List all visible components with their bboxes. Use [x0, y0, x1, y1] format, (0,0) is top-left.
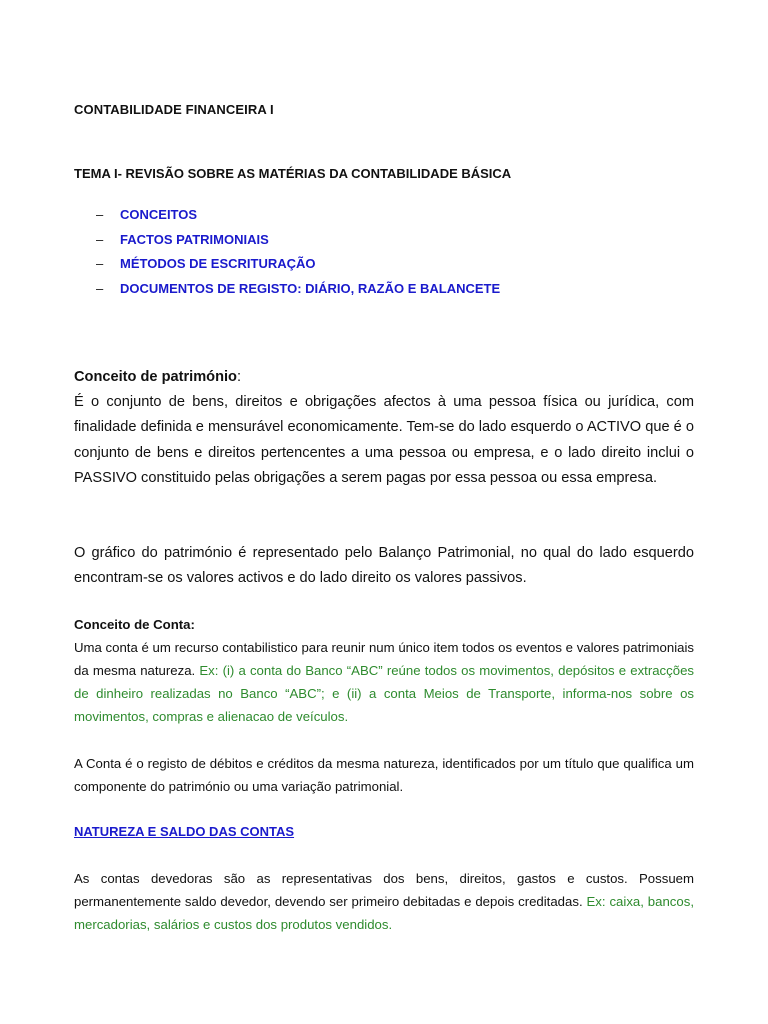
patrimonio-paragraph-2: O gráfico do património é representado pelo Balanço Patrimonial, no qual do lado esquerdo encontram-se os valores activos e do lado direito os valores passivos. [74, 545, 694, 587]
topic-label: FACTOS PATRIMONIAIS [120, 231, 269, 247]
natureza-text: As contas devedoras são as representativas dos bens, direitos, gastos e custos. Possuem permanentemente saldo devedor, devendo ser primeiro debitadas e depois creditadas. [74, 871, 694, 909]
natureza-example: Ex: caixa, bancos, mercadorias, salários e custos dos produtos vendidos. [74, 894, 694, 932]
topic-item [96, 281, 500, 306]
dash-bullet: – [96, 231, 104, 247]
course-title: CONTABILIDADE FINANCEIRA I [74, 102, 274, 117]
topic-item [96, 207, 500, 232]
patrimonio-paragraph-1: É o conjunto de bens, direitos e obrigações afectos à uma pessoa física ou jurídica, com finalidade definida e mensurável economicamente. Tem-se do lado esquerdo o ACTIVO que é o conjunto de bens e direitos pertencentes a uma pessoa ou empresa, e o lado direito inclui o PASSIVO constituido pelas obrigações a serem pagas por essa pessoa ou essa empresa. [74, 394, 694, 486]
conta-paragraph-1 [74, 636, 694, 728]
topic-label: CONCEITOS [120, 207, 198, 222]
patrimonio-section [74, 365, 694, 491]
topic-label: DOCUMENTOS DE REGISTO: DIÁRIO, RAZÃO E BALANCETE [120, 280, 501, 296]
natureza-paragraph [74, 867, 694, 936]
topic-item [96, 232, 500, 257]
patrimonio-heading-suffix: : [236, 369, 242, 385]
conta-definition: Uma conta é um recurso contabilistico para reunir num único item todos os eventos e valores patrimoniais da mesma natureza. [74, 640, 694, 678]
conta-example: Ex: (i) a conta do Banco “ABC” reúne todos os movimentos, depósitos e extracções de dinheiro realizadas no Banco “ABC”; e (ii) a conta Meios de Transporte, informa-nos sobre os movimentos, compras e alienacao de veículos. [74, 663, 695, 724]
patrimonio-heading: Conceito de património [74, 369, 237, 385]
dash-bullet: – [96, 256, 104, 271]
dash-bullet: – [96, 280, 104, 296]
conta-paragraph-2: A Conta é o registo de débitos e créditos da mesma natureza, identificados por um título que qualifica um componente do património ou uma variação patrimonial. [74, 756, 694, 794]
conta-section [74, 613, 694, 728]
patrimonio-heading-line [74, 365, 694, 390]
natureza-heading[interactable]: NATUREZA E SALDO DAS CONTAS [74, 824, 295, 839]
conta-heading: Conceito de Conta: [74, 617, 195, 632]
topic-label: MÉTODOS DE ESCRITURAÇÃO [120, 256, 316, 271]
dash-bullet: – [96, 207, 104, 222]
topic-list [96, 207, 500, 305]
topic-item [96, 256, 500, 281]
theme-title: TEMA I- REVISÃO SOBRE AS MATÉRIAS DA CONTABILIDADE BÁSICA [74, 166, 512, 181]
